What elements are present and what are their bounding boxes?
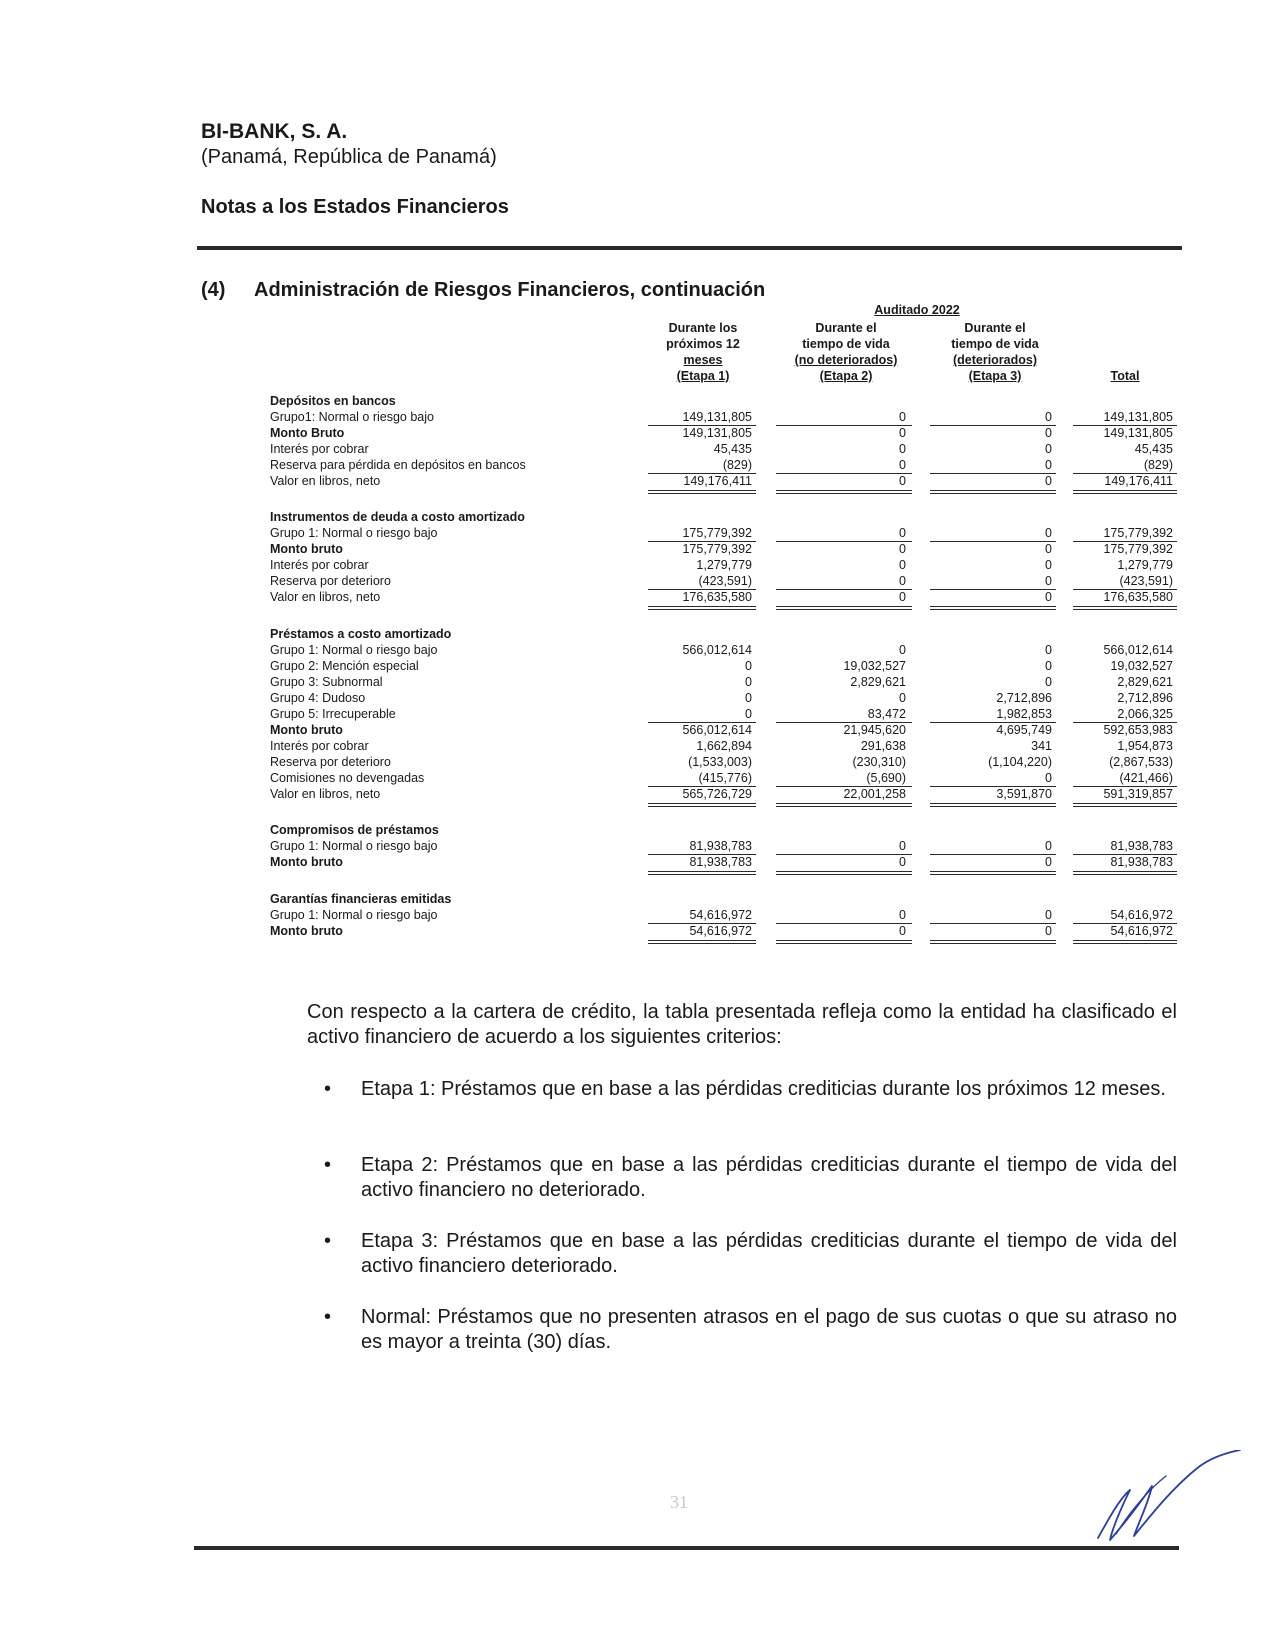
intro-paragraph: Con respecto a la cartera de crédito, la tabla presentada refleja como la entidad ha clasificado el activo financiero de acuerdo a los siguientes criterios:	[307, 1001, 1177, 1048]
row-label: Monto Bruto	[270, 426, 345, 440]
footer-divider	[194, 1546, 1179, 1550]
cell-stage-1: 149,176,411	[683, 474, 752, 488]
cell-stage-3: 0	[1045, 442, 1052, 456]
cell-total: 81,938,783	[1110, 855, 1173, 869]
row-label: Valor en libros, neto	[270, 590, 381, 604]
rule	[1073, 943, 1177, 944]
cell-total: 2,829,621	[1117, 675, 1173, 689]
cell-stage-3: 2,712,896	[996, 691, 1052, 705]
rule	[930, 943, 1056, 944]
rule	[930, 806, 1056, 807]
cell-stage-3: 0	[1045, 659, 1052, 673]
cell-stage-1: 0	[745, 675, 752, 689]
cell-stage-2: 0	[899, 924, 906, 938]
cell-stage-1: 0	[745, 691, 752, 705]
cell-stage-3: 4,695,749	[996, 723, 1052, 737]
cell-stage-3: (1,104,220)	[988, 755, 1052, 769]
cell-stage-3: 0	[1045, 924, 1052, 938]
cell-stage-1: 54,616,972	[689, 924, 752, 938]
cell-total: (423,591)	[1119, 574, 1173, 588]
section-title: Administración de Riesgos Financieros, continuación	[254, 279, 766, 301]
cell-stage-1: (423,591)	[698, 574, 752, 588]
notes-title: Notas a los Estados Financieros	[201, 196, 509, 218]
cell-stage-2: 291,638	[860, 739, 906, 753]
cell-stage-3: 3,591,870	[996, 787, 1052, 801]
table-section-title: Depósitos en bancos	[270, 394, 396, 408]
rule	[648, 871, 756, 872]
cell-stage-3: 341	[1031, 739, 1052, 753]
column-header-line: Durante el	[964, 321, 1026, 335]
cell-stage-1: (829)	[722, 458, 752, 472]
bullet-icon: •	[324, 1154, 332, 1176]
cell-stage-2: 0	[899, 426, 906, 440]
section-number: (4)	[201, 279, 226, 301]
rule	[648, 803, 756, 804]
cell-stage-1: 1,279,779	[696, 558, 752, 572]
row-label: Grupo 2: Mención especial	[270, 659, 419, 673]
cell-stage-2: 83,472	[867, 707, 906, 721]
cell-total: 81,938,783	[1110, 839, 1173, 853]
rule	[776, 803, 912, 804]
row-label: Valor en libros, neto	[270, 787, 381, 801]
column-header-line: Durante los	[668, 321, 738, 335]
column-header-line: (deteriorados)	[952, 353, 1038, 367]
cell-stage-2: 0	[899, 855, 906, 869]
cell-total: (829)	[1143, 458, 1173, 472]
column-header-line: Durante el	[815, 321, 877, 335]
rule	[1073, 874, 1177, 875]
cell-total: 54,616,972	[1110, 924, 1173, 938]
cell-stage-1: 176,635,580	[682, 590, 752, 604]
cell-stage-2: 21,945,620	[843, 723, 906, 737]
rule	[776, 871, 912, 872]
cell-stage-2: 0	[899, 410, 906, 424]
bullet-item: Etapa 1: Préstamos que en base a las pérdidas crediticias durante los próximos 12 meses.	[361, 1078, 1166, 1100]
row-label: Interés por cobrar	[270, 739, 369, 753]
column-header-line: (Etapa 2)	[819, 369, 873, 383]
cell-total: 175,779,392	[1103, 542, 1173, 556]
row-label: Reserva por deterioro	[270, 574, 391, 588]
row-label: Grupo 1: Normal o riesgo bajo	[270, 643, 438, 657]
cell-total: 1,954,873	[1117, 739, 1173, 753]
cell-stage-3: 0	[1045, 771, 1052, 785]
row-label: Grupo1: Normal o riesgo bajo	[270, 410, 434, 424]
cell-total: 2,712,896	[1117, 691, 1173, 705]
rule	[1073, 606, 1177, 607]
cell-total: 45,435	[1134, 442, 1173, 456]
row-label: Reserva por deterioro	[270, 755, 391, 769]
cell-stage-1: 149,131,805	[682, 410, 752, 424]
cell-stage-2: 22,001,258	[843, 787, 906, 801]
table-section-title: Préstamos a costo amortizado	[270, 627, 452, 641]
cell-stage-3: 0	[1045, 590, 1052, 604]
bullet-item: Etapa 2: Préstamos que en base a las pérdidas crediticias durante el tiempo de vida del activo financiero no deteriorado.	[361, 1154, 1177, 1201]
signature-mark	[1090, 1450, 1250, 1545]
cell-stage-3: 0	[1045, 458, 1052, 472]
cell-stage-2: 0	[899, 691, 906, 705]
row-label: Reserva para pérdida en depósitos en bancos	[270, 458, 526, 472]
rule	[1073, 940, 1177, 941]
cell-stage-3: 0	[1045, 574, 1052, 588]
column-header-total	[1075, 368, 1175, 384]
cell-stage-1: 54,616,972	[689, 908, 752, 922]
rule	[930, 803, 1056, 804]
column-header-stage-3	[930, 320, 1060, 384]
bullet-icon: •	[324, 1306, 332, 1328]
cell-stage-2: 0	[899, 590, 906, 604]
cell-stage-2: 0	[899, 474, 906, 488]
cell-stage-2: (230,310)	[852, 755, 906, 769]
cell-stage-2: 0	[899, 558, 906, 572]
row-label: Grupo 3: Subnormal	[270, 675, 383, 689]
row-label: Monto bruto	[270, 855, 343, 869]
cell-stage-2: 0	[899, 442, 906, 456]
cell-stage-2: 0	[899, 643, 906, 657]
cell-stage-3: 0	[1045, 542, 1052, 556]
cell-stage-2: 0	[899, 908, 906, 922]
bullet-item: Normal: Préstamos que no presenten atrasos en el pago de sus cuotas o que su atraso no es mayor a treinta (30) días.	[361, 1306, 1177, 1353]
cell-stage-2: 0	[899, 542, 906, 556]
row-label: Monto bruto	[270, 924, 343, 938]
cell-stage-3: 0	[1045, 839, 1052, 853]
rule	[930, 940, 1056, 941]
rule	[776, 606, 912, 607]
cell-stage-3: 0	[1045, 643, 1052, 657]
row-label: Grupo 1: Normal o riesgo bajo	[270, 526, 438, 540]
rule	[648, 806, 756, 807]
cell-stage-1: (1,533,003)	[688, 755, 752, 769]
cell-stage-1: 175,779,392	[682, 526, 752, 540]
cell-total: 176,635,580	[1103, 590, 1173, 604]
cell-stage-3: 0	[1045, 908, 1052, 922]
cell-stage-1: 81,938,783	[689, 839, 752, 853]
rule	[776, 943, 912, 944]
column-header-line: (Etapa 1)	[676, 369, 730, 383]
row-label: Valor en libros, neto	[270, 474, 381, 488]
cell-total: 566,012,614	[1103, 643, 1173, 657]
row-label: Grupo 1: Normal o riesgo bajo	[270, 839, 438, 853]
cell-stage-2: 0	[899, 526, 906, 540]
row-label: Grupo 5: Irrecuperable	[270, 707, 396, 721]
rule	[1073, 490, 1177, 491]
row-label: Interés por cobrar	[270, 558, 369, 572]
rule	[930, 606, 1056, 607]
rule	[930, 874, 1056, 875]
column-header-line: Total	[1110, 369, 1140, 383]
cell-stage-1: 81,938,783	[689, 855, 752, 869]
cell-stage-2: (5,690)	[866, 771, 906, 785]
column-header-stage-2	[776, 320, 916, 384]
rule	[648, 874, 756, 875]
cell-stage-3: 0	[1045, 855, 1052, 869]
cell-stage-1: 0	[745, 707, 752, 721]
page-number: 31	[670, 1492, 688, 1512]
cell-stage-1: 0	[745, 659, 752, 673]
row-label: Monto bruto	[270, 542, 343, 556]
rule	[1073, 871, 1177, 872]
cell-stage-2: 0	[899, 839, 906, 853]
rule	[776, 940, 912, 941]
row-label: Interés por cobrar	[270, 442, 369, 456]
cell-total: 175,779,392	[1103, 526, 1173, 540]
cell-stage-2: 2,829,621	[850, 675, 906, 689]
rule	[776, 490, 912, 491]
column-header-line: meses	[683, 353, 723, 367]
cell-total: 149,131,805	[1103, 426, 1173, 440]
table-section-title: Garantías financieras emitidas	[270, 892, 452, 906]
rule	[1073, 493, 1177, 494]
cell-stage-1: 149,131,805	[682, 426, 752, 440]
rule	[776, 806, 912, 807]
cell-stage-3: 0	[1045, 410, 1052, 424]
cell-stage-3: 0	[1045, 426, 1052, 440]
cell-stage-3: 0	[1045, 526, 1052, 540]
bullet-icon: •	[324, 1230, 332, 1252]
column-header-line: (no deteriorados)	[794, 353, 898, 367]
cell-stage-1: 175,779,392	[682, 542, 752, 556]
rule	[930, 493, 1056, 494]
cell-total: (421,466)	[1119, 771, 1173, 785]
cell-stage-1: 566,012,614	[682, 643, 752, 657]
rule	[930, 871, 1056, 872]
column-header-stage-1	[648, 320, 758, 384]
cell-stage-3: 0	[1045, 675, 1052, 689]
cell-total: 1,279,779	[1117, 558, 1173, 572]
cell-stage-1: 45,435	[713, 442, 752, 456]
cell-total: 592,653,983	[1103, 723, 1173, 737]
cell-stage-2: 0	[899, 458, 906, 472]
rule	[648, 493, 756, 494]
rule	[930, 490, 1056, 491]
header-divider	[197, 246, 1182, 250]
rule	[648, 609, 756, 610]
cell-stage-3: 0	[1045, 558, 1052, 572]
cell-stage-1: 565,726,729	[682, 787, 752, 801]
cell-stage-1: (415,776)	[698, 771, 752, 785]
rule	[1073, 609, 1177, 610]
column-header-line: próximos 12	[666, 337, 740, 351]
rule	[776, 493, 912, 494]
bullet-icon: •	[324, 1078, 332, 1100]
row-label: Grupo 1: Normal o riesgo bajo	[270, 908, 438, 922]
company-location: (Panamá, República de Panamá)	[201, 146, 497, 168]
rule	[648, 606, 756, 607]
column-header-line: (Etapa 3)	[968, 369, 1022, 383]
column-header-line: tiempo de vida	[802, 337, 890, 351]
rule	[648, 940, 756, 941]
cell-stage-3: 1,982,853	[996, 707, 1052, 721]
cell-total: 54,616,972	[1110, 908, 1173, 922]
cell-total: 2,066,325	[1117, 707, 1173, 721]
cell-total: 149,131,805	[1103, 410, 1173, 424]
row-label: Comisiones no devengadas	[270, 771, 425, 785]
cell-stage-1: 1,662,894	[696, 739, 752, 753]
cell-total: 591,319,857	[1103, 787, 1173, 801]
rule	[776, 874, 912, 875]
row-label: Monto bruto	[270, 723, 343, 737]
cell-stage-2: 19,032,527	[843, 659, 906, 673]
cell-total: (2,867,533)	[1109, 755, 1173, 769]
column-header-line: tiempo de vida	[951, 337, 1039, 351]
rule	[1073, 803, 1177, 804]
cell-total: 19,032,527	[1110, 659, 1173, 673]
rule	[1073, 806, 1177, 807]
rule	[930, 609, 1056, 610]
cell-stage-3: 0	[1045, 474, 1052, 488]
company-name: BI-BANK, S. A.	[201, 120, 348, 143]
table-section-title: Compromisos de préstamos	[270, 823, 439, 837]
row-label: Grupo 4: Dudoso	[270, 691, 366, 705]
table-section-title: Instrumentos de deuda a costo amortizado	[270, 510, 525, 524]
cell-stage-1: 566,012,614	[682, 723, 752, 737]
rule	[776, 609, 912, 610]
bullet-item: Etapa 3: Préstamos que en base a las pérdidas crediticias durante el tiempo de vida del activo financiero deteriorado.	[361, 1230, 1177, 1277]
cell-stage-2: 0	[899, 574, 906, 588]
cell-total: 149,176,411	[1104, 474, 1173, 488]
rule	[648, 943, 756, 944]
rule	[648, 490, 756, 491]
audited-year-header: Auditado 2022	[874, 303, 960, 317]
